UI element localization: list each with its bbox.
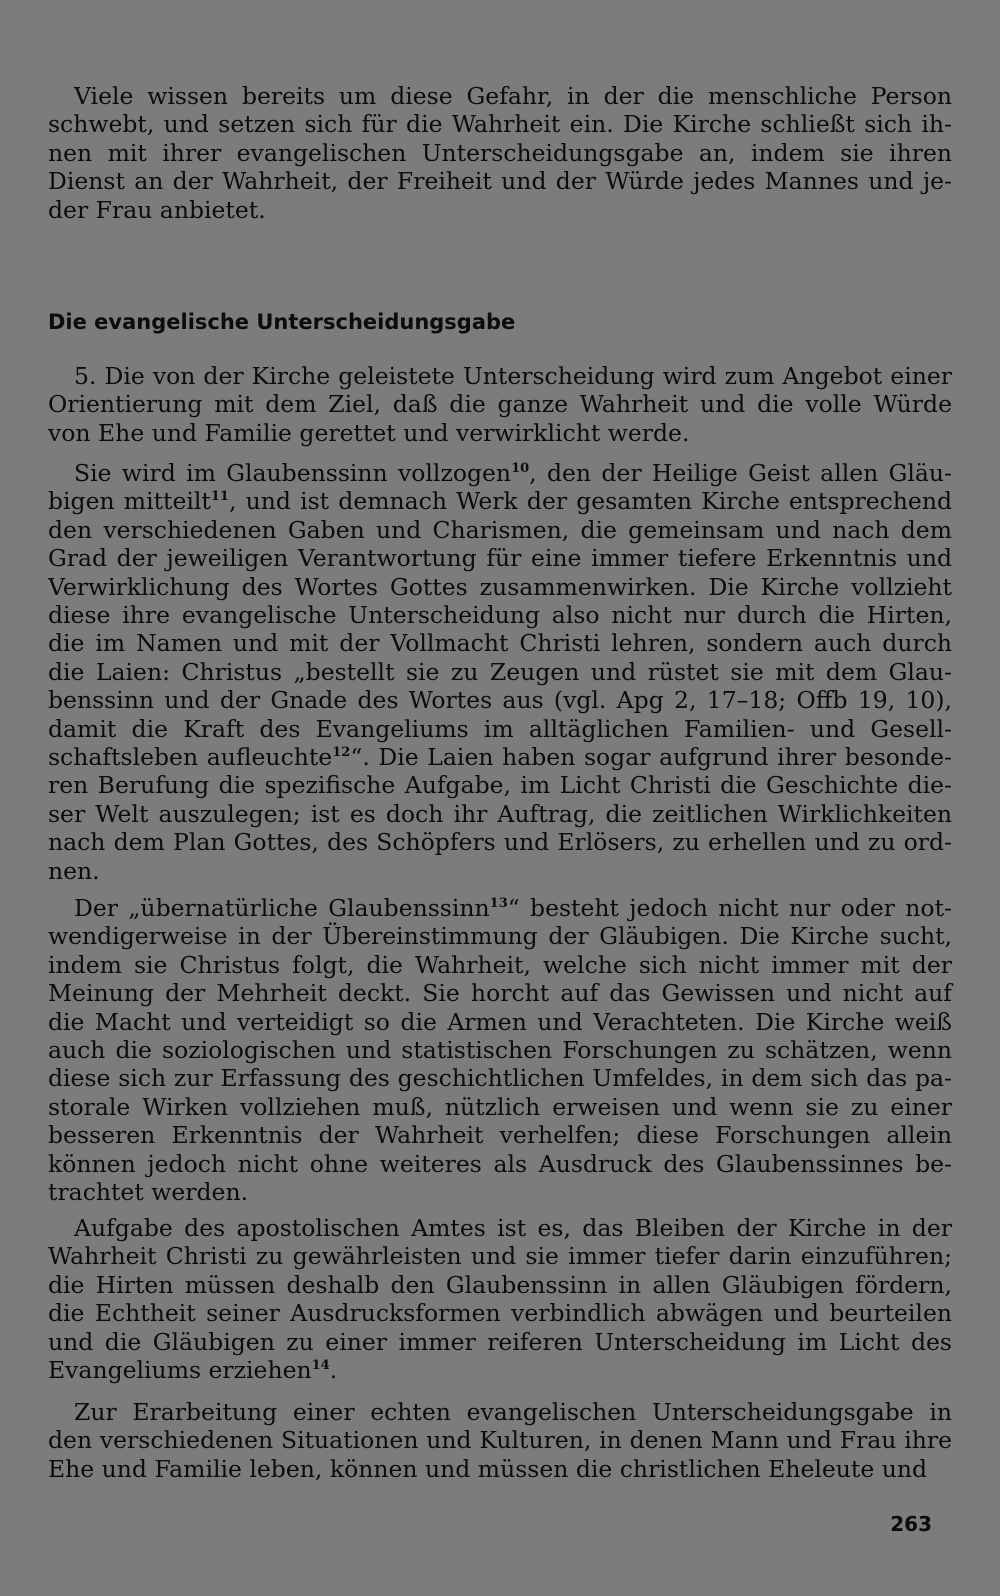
footnote-ref-14: 14 — [311, 1358, 330, 1374]
footnote-ref-13: 13 — [489, 896, 508, 911]
paragraph-4 — [48, 1214, 952, 1384]
intro-paragraph: Viele wissen bereits um diese Gefahr, in der die menschliche Person schwebt, und setzen sich für die Wahrheit ein. Die Kirche schließt sich ihnen mit ihrer evangelischen Unterscheidungsgabe an, indem sie ihren Dienst an der Wahrheit, der Freiheit und der Würde jedes Mannes und jeder Frau anbietet. — [48, 82, 952, 224]
footnote-ref-11: 11 — [210, 489, 229, 505]
paragraph-4-text-a: Aufgabe des apostolischen Amtes ist es, das Bleiben der Kirche in der Wahrheit Christi zu gewährleisten und sie immer tiefer darin einzuführen; die Hirten müssen deshalb den Glaubenssinn in allen Gläubigen fördern, die Echtheit seiner Ausdrucksformen verbindlich abwägen und beurteilen und die Gläubigen zu einer immer reiferen Unterscheidung im Licht des Evangeliums erziehen — [48, 1214, 952, 1385]
section-heading: Die evangelische Unterscheidungsgabe — [48, 310, 516, 334]
paragraph-2 — [48, 459, 952, 885]
paragraph-4-text-b: . — [329, 1356, 338, 1385]
footnote-ref-10: 10 — [511, 461, 530, 476]
document-page — [48, 82, 952, 1582]
page-number: 263 — [890, 1512, 932, 1536]
paragraph-2-text-c: , und ist demnach Werk der gesamten Kirche entsprechend den verschiedenen Gaben und Charismen, die gemeinsam und nach dem Grad der jeweiligen Verantwortung für eine immer tiefere Erkenntnis und Verwirklichung des Wortes Gottes zusammenwirken. Die Kirche vollzieht diese ihre evangelische Unterscheidung also nicht nur durch die Hirten, die im Namen und mit der Vollmacht Christi lehren, sondern auch durch die Laien: Christus „bestellt sie zu Zeugen und rüstet sie mit dem Glaubenssinn und der Gnade des Wortes aus (vgl. Apg 2, 17–18; Offb 19, 10), damit die Kraft des Evangeliums im alltäglichen Familien- und Gesellschaftsleben aufleuchte — [48, 487, 953, 772]
paragraph-5: Zur Erarbeitung einer echten evangelischen Unterscheidungsgabe in den verschiedenen Situationen und Kulturen, in denen Mann und Frau ihre Ehe und Familie leben, können und müssen die christlichen Eheleute und — [48, 1398, 952, 1483]
paragraph-2-text-b: , den der Heilige Geist allen Gläubigen mitteilt — [48, 459, 952, 516]
paragraph-2-text-d: “. Die Laien haben sogar aufgrund ihrer besonderen Berufung die spezifische Aufgabe, im Licht Christi die Geschichte dieser Welt auszulegen; ist es doch ihr Auftrag, die zeitlichen Wirklichkeiten nach dem Plan Gottes, des Schöpfers und Erlösers, zu erhellen und zu ordnen. — [48, 743, 952, 885]
paragraph-1: 5. Die von der Kirche geleistete Unterscheidung wird zum Angebot einer Orientierung mit dem Ziel, daß die ganze Wahrheit und die volle Würde von Ehe und Familie gerettet und verwirklicht werde. — [48, 362, 952, 447]
footnote-ref-12: 12 — [332, 745, 351, 761]
paragraph-3 — [48, 894, 952, 1206]
paragraph-3-text-b: “ besteht jedoch nicht nur oder notwendigerweise in der Übereinstimmung der Gläubigen. Die Kirche sucht, indem sie Christus folgt, die Wahrheit, welche sich nicht immer mit der Meinung der Mehrheit deckt. Sie horcht auf das Gewissen und nicht auf die Macht und verteidigt so die Armen und Verachteten. Die Kirche weiß auch die soziologischen und statistischen Forschungen zu schätzen, wenn diese sich zur Erfassung des geschichtlichen Umfeldes, in dem sich das pastorale Wirken vollziehen muß, nützlich erweisen und wenn sie zu einer besseren Erkenntnis der Wahrheit verhelfen; diese Forschungen allein können jedoch nicht ohne weiteres als Ausdruck des Glaubenssinnes betrachtet werden. — [48, 894, 952, 1207]
paragraph-2-text-a: Sie wird im Glaubenssinn vollzogen — [74, 459, 512, 487]
paragraph-3-text-a: Der „übernatürliche Glaubenssinn — [74, 894, 490, 922]
